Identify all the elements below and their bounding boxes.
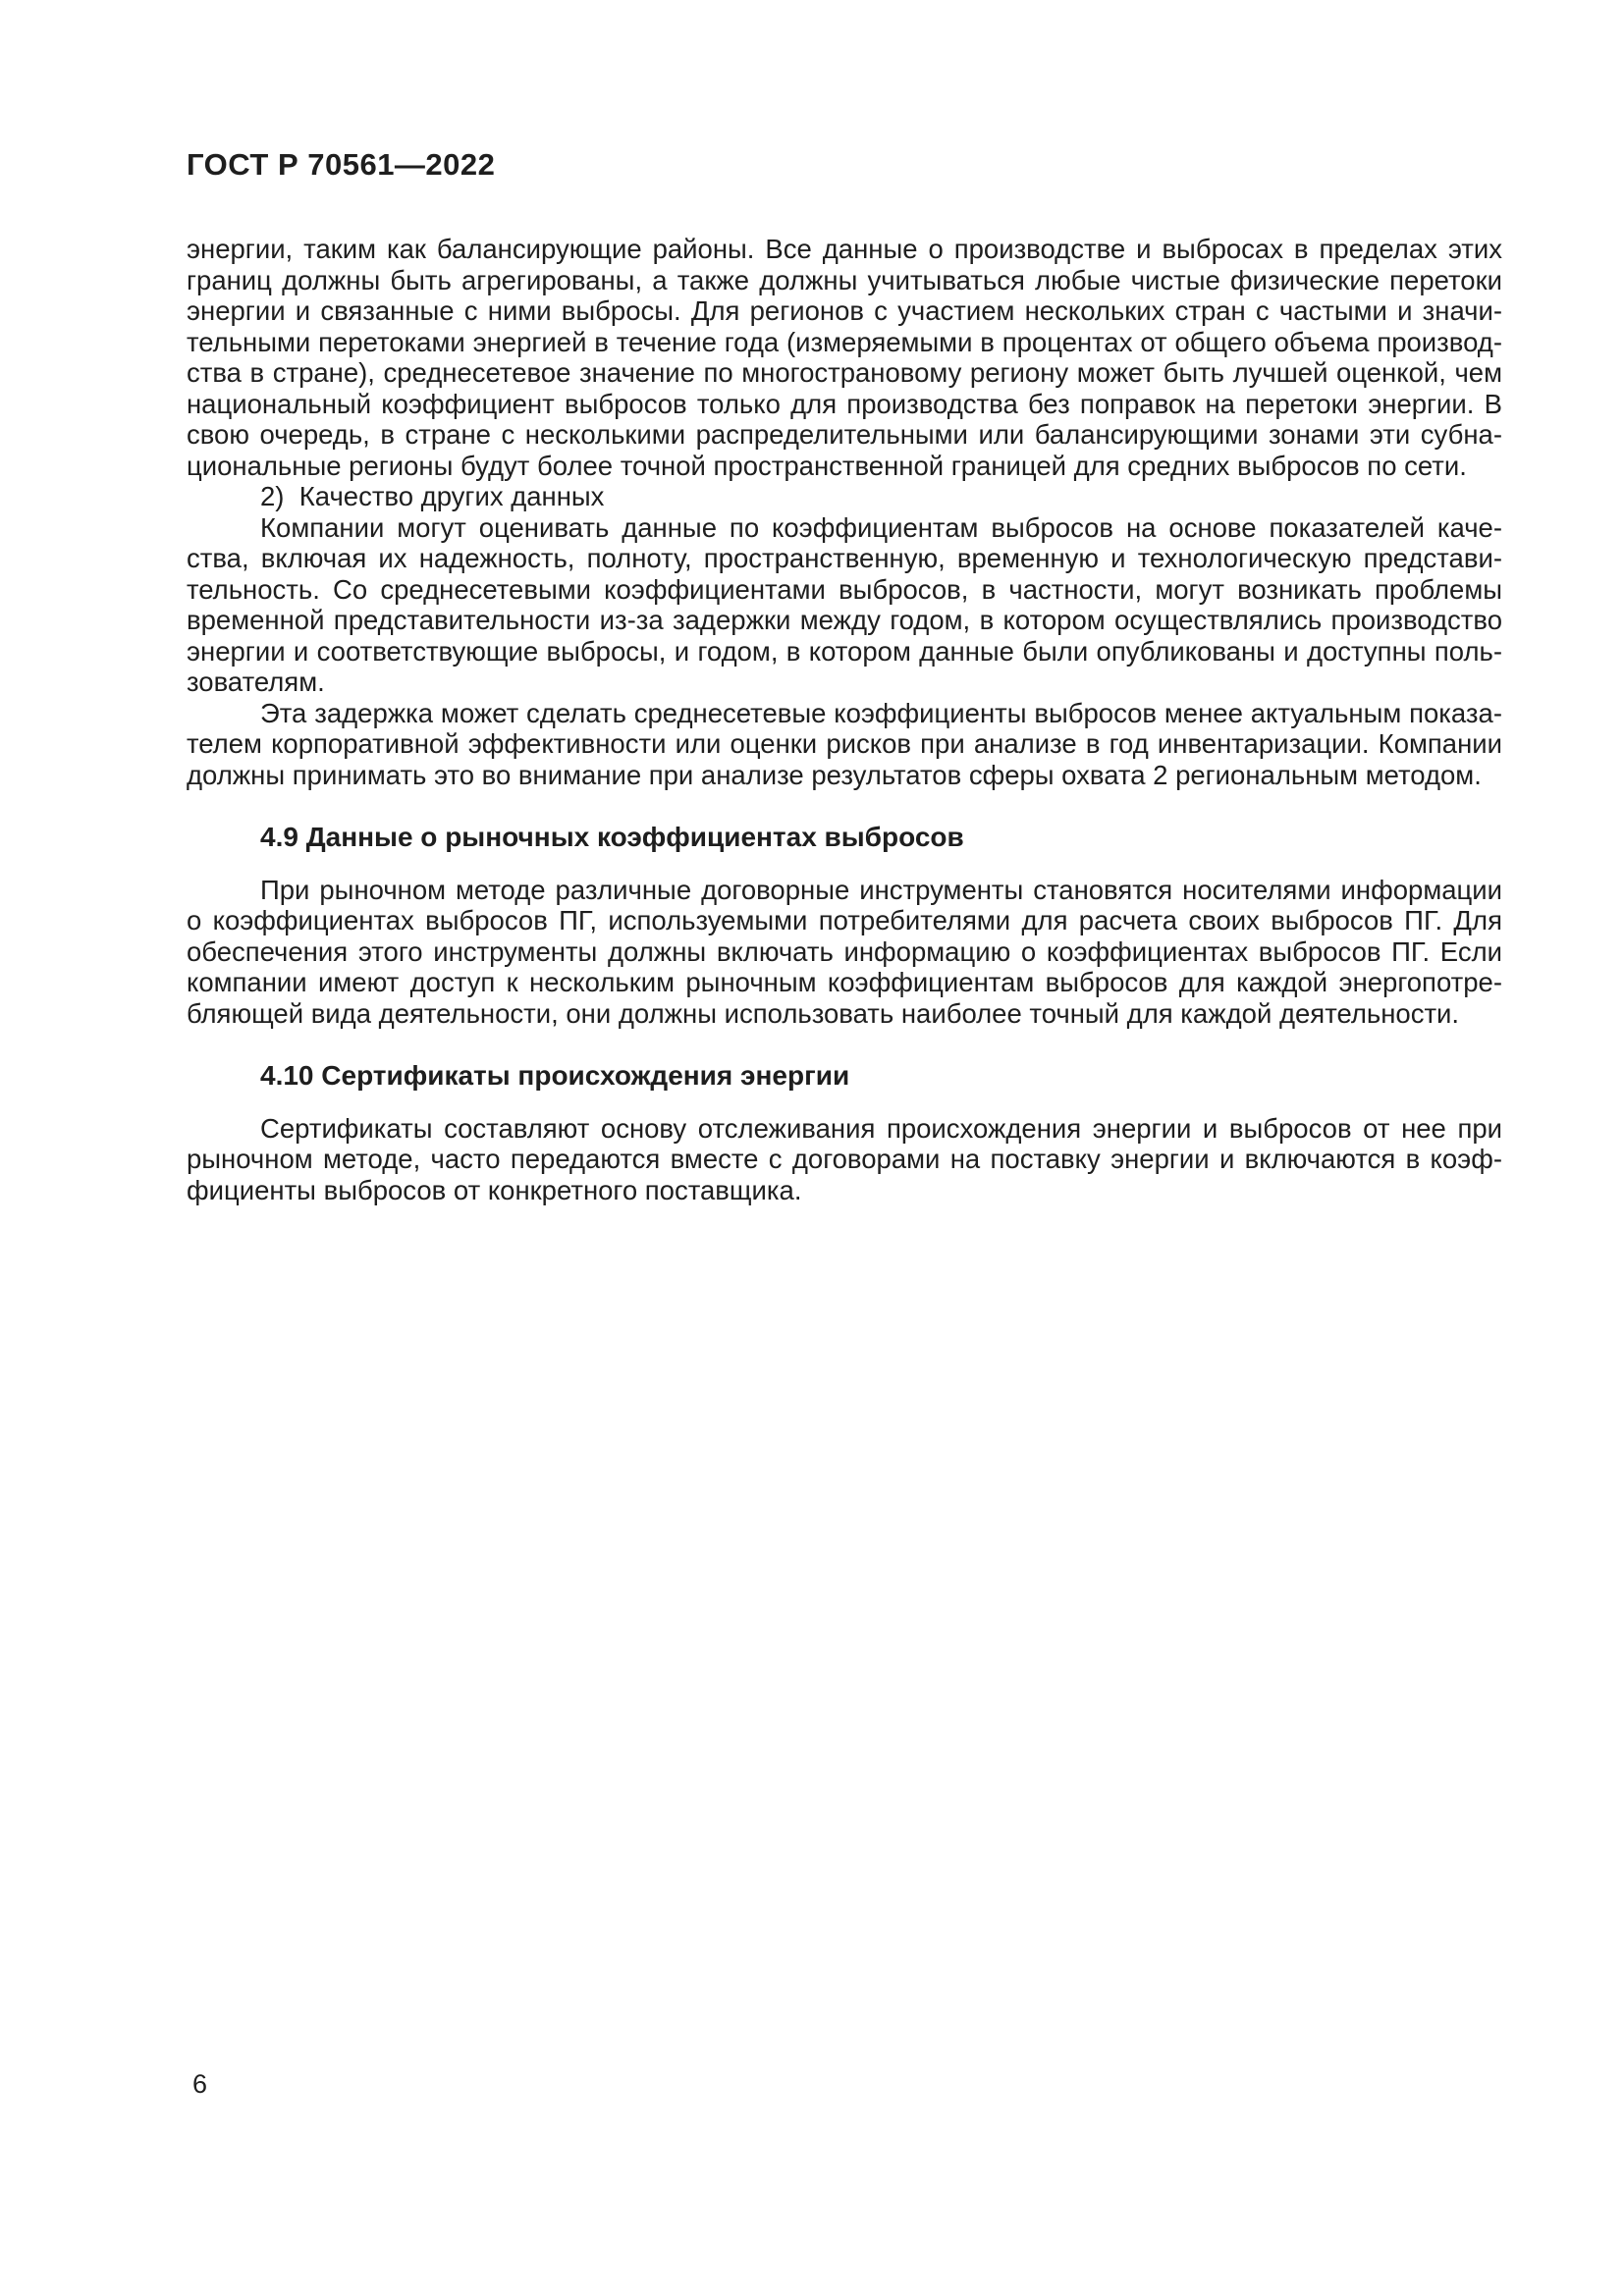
section-heading-4-9: 4.9 Данные о рыночных коэффициентах выбросов (260, 822, 964, 852)
section-heading-4-10: 4.10 Сертификаты происхождения энергии (260, 1060, 850, 1091)
standard-code-header: ГОСТ Р 70561—2022 (187, 147, 496, 182)
paragraph-continued: энергии, таким как балансирующие районы. Все данные о производстве и выбросах в пределах этих границ должны быть агрегированы, а также должны учитываться любые чистые физические перетоки энергии и связанные с ними выбросы. Для регионов с участием нескольких стран с частыми и значительными перетоками энергией в течение года (измеряемыми в процентах от общего объема производства в стране), среднесетевое значение по многострановому региону может быть лучшей оценкой, чем национальный коэффициент выбросов только для производства без поправок на перетоки энергии. В свою очередь, в стране с несколькими распределительными или балансирующими зонами эти субнациональные регионы будут более точной пространственной границей для средних выбросов по сети. (187, 234, 1502, 481)
paragraph-certificates: Сертификаты составляют основу отслеживания происхождения энергии и выбросов от нее при рыночном методе, часто передаются вместе с договорами на поставку энергии и включаются в коэффициенты выбросов от конкретного поставщика. (187, 1112, 1502, 1205)
page-number: 6 (192, 2069, 208, 2099)
paragraph-market-method: При рыночном методе различные договорные инструменты становятся носителями информации о коэффициентах выбросов ПГ, используемыми потребителями для расчета своих выбросов ПГ. Для обеспечения этого инструменты должны включать информацию о коэффициентах выбросов ПГ. Если компании имеют доступ к нескольким рыночным коэффициентам выбросов для каждой энергопотребляющей вида деятельности, они должны использовать наиболее точный для каждой деятельности. (187, 874, 1502, 1029)
document-body (187, 234, 1502, 1205)
list-item-2-quality-of-other-data: 2) Качество других данных (260, 481, 605, 511)
paragraph-delay: Эта задержка может сделать среднесетевые коэффициенты выбросов менее актуальным показателем корпоративной эффективности или оценки рисков при анализе в год инвентаризации. Компании должны принимать это во внимание при анализе результатов сферы охвата 2 региональным методом. (187, 697, 1502, 790)
paragraph-data-quality: Компании могут оценивать данные по коэффициентам выбросов на основе показателей качества, включая их надежность, полноту, пространственную, временную и технологическую представительность. Со среднесетевыми коэффициентами выбросов, в частности, могут возникать проблемы временной представительности из-за задержки между годом, в котором осуществлялись производство энергии и соответствующие выбросы, и годом, в котором данные были опубликованы и доступны пользователям. (187, 511, 1502, 697)
